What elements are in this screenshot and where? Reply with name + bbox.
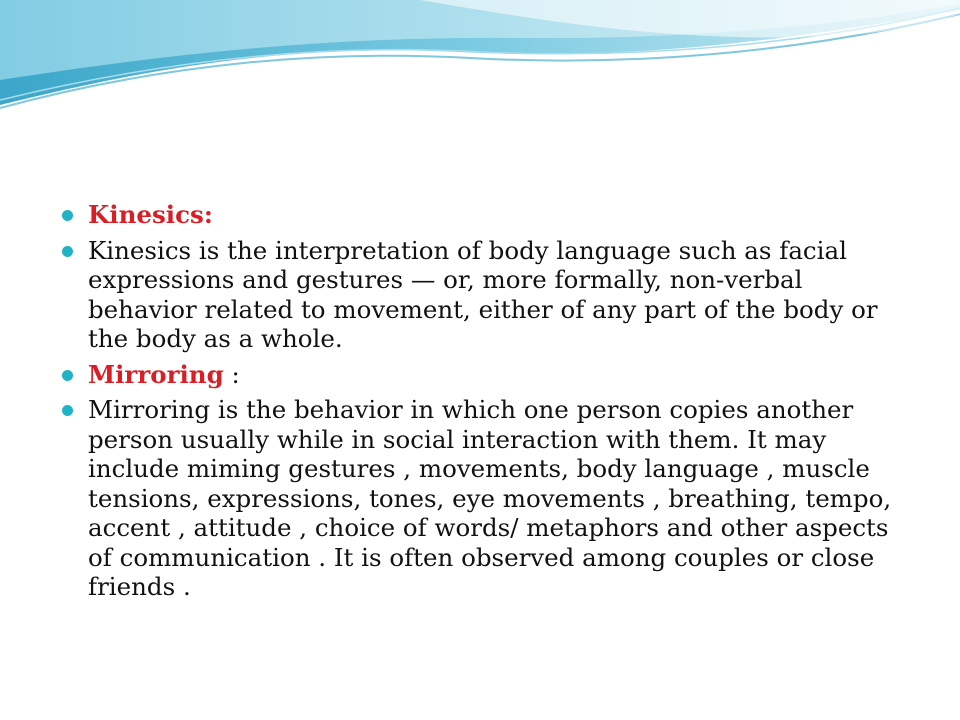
heading-mirroring-colon: : (223, 359, 240, 389)
kinesics-description: Kinesics is the interpretation of body language such as facial expressions and gestures — or, more formally, non-verbal behavior related to movement, either of any part of the body or the body as a whole. (88, 235, 878, 353)
bullet-kinesics-body (62, 236, 912, 354)
decorative-wave-header (0, 0, 960, 120)
bullet-dot-icon (62, 246, 73, 257)
bullet-mirroring-body (62, 395, 912, 602)
heading-mirroring: Mirroring (88, 359, 224, 389)
bullet-dot-icon (62, 210, 73, 221)
bullet-list (62, 200, 912, 602)
bullet-kinesics-heading (62, 200, 912, 230)
slide-content (62, 200, 912, 608)
mirroring-description: Mirroring is the behavior in which one person copies another person usually while in social interaction with them. It may include miming gestures , movements, body language , muscle tensions, expressions, tones, eye movements , breathing, tempo, accent , attitude , choice of words/ metaphors and other aspects of communication . It is often observed among couples or close friends . (88, 395, 892, 601)
bullet-mirroring-heading (62, 360, 912, 390)
bullet-dot-icon (62, 405, 73, 416)
bullet-dot-icon (62, 370, 73, 381)
heading-kinesics: Kinesics: (88, 200, 213, 229)
